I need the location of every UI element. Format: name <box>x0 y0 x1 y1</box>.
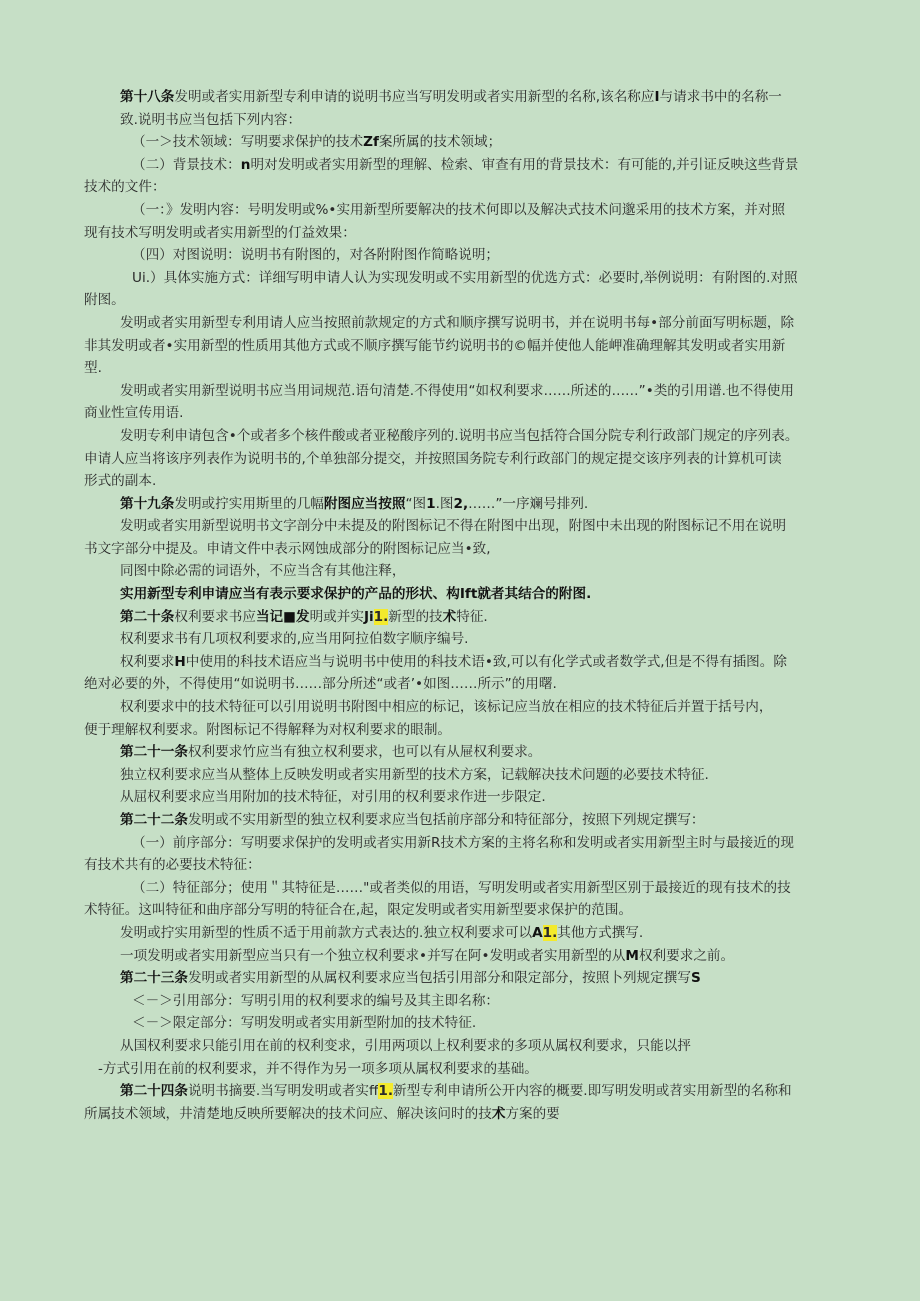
bold-text: 第二十四条 <box>120 1083 188 1100</box>
bold-text: 实用新型专利申请应当有表示要求保护的产品的形状、构 <box>120 586 460 603</box>
text-segment: 发明或拧实用新型的性质不适于用前款方式表达的.独立权利要求可以 <box>120 924 533 941</box>
text-segment: 同图中除必需的词语外，不应当含有其他注释， <box>120 563 406 580</box>
text-segment: （一：》发明内容：号明发明或%•实用新型所要解决的技术何即以及解决式技术问邈采用的技术方案，并对照 <box>132 201 786 218</box>
text-line <box>84 854 880 877</box>
text-line <box>84 86 880 109</box>
bold-text: 术 <box>442 608 457 625</box>
bold-text: Ji <box>363 608 374 625</box>
text-segment: 与请求书中的名称一 <box>659 89 782 105</box>
text-line <box>84 199 880 222</box>
text-line <box>84 493 880 516</box>
text-line <box>84 176 880 199</box>
text-line <box>84 131 880 154</box>
text-line <box>84 583 880 606</box>
text-line <box>84 719 880 742</box>
bold-text: 1 <box>426 495 436 512</box>
text-line <box>84 673 880 696</box>
text-line <box>84 945 880 968</box>
text-segment: 书文字部分中提及。申请文件中表示网蚀成部分的附图标记应当•致, <box>84 540 491 557</box>
bold-text: 第二十二条 <box>120 812 188 828</box>
highlighted-text: 1. <box>373 608 389 625</box>
bold-text: 当记■发 <box>255 608 310 625</box>
text-segment: “图 <box>405 495 427 512</box>
text-segment: 现有技术写明发明或者实用新型的仃益效果： <box>84 224 356 241</box>
text-segment: 发明或者实用新型说明书文字剖分中未提及的附图标记不得在附图中出现，附图中未出现的附图标记不用在说明 <box>120 518 787 535</box>
text-segment: ＜－＞限定部分：写明发明或者实用新型附加的技术特征. <box>132 1015 477 1032</box>
bold-text: 就者其结合的附图. <box>477 586 592 603</box>
text-segment: 权利要求之前。 <box>638 947 735 964</box>
bold-text: S <box>690 970 701 987</box>
text-line <box>84 244 880 267</box>
text-segment: 附图。 <box>84 292 125 309</box>
text-segment: 独立权利要求应当从整体上反映发明或者实用新型的技术方案，记载解决技术问题的必要技术特征. <box>120 766 709 783</box>
text-line <box>84 1103 880 1126</box>
text-line <box>84 764 880 787</box>
text-segment: （一）前序部分：写明要求保护的发明或者实用新R技术方案的主将名称和发明或者实用新型主时与最接近的现 <box>132 834 794 851</box>
text-segment: 型. <box>84 360 102 377</box>
text-segment: ……”一序斓号排列. <box>468 495 589 512</box>
bold-text: 术 <box>491 1105 506 1122</box>
text-line <box>84 448 880 471</box>
text-segment: 致.说明书应当包括下列内容： <box>120 111 302 128</box>
text-line <box>84 990 880 1013</box>
text-line <box>84 538 880 561</box>
text-segment: 案所属的技术领域； <box>378 134 502 151</box>
bold-text: Zf <box>363 134 379 151</box>
text-segment: Ui.）具体实施方式：详细写明申请人认为实现发明或不实用新型的优选方式：必要时,举例说明：有附图的.对照 <box>132 269 798 286</box>
text-segment: 商业性宣传用语. <box>84 405 184 422</box>
text-segment: 发明专利申请包含•个或者多个核件酸或者亚秘酸序列的.说明书应当包括符合国分院专利行政部门规定的序列表。 <box>120 427 799 444</box>
text-line <box>84 1012 880 1035</box>
text-line <box>84 380 880 403</box>
highlighted-text: 1. <box>378 1083 393 1100</box>
text-line <box>84 267 880 290</box>
text-segment: 从国权利要求只能引用在前的权利变求，引用两项以上权利要求的多项从属权利要求，只能以抨 <box>120 1037 691 1054</box>
text-segment: 申请人应当将该序列表作为说明书的,个单独部分提交，并按照国务院专利行政部门的规定提交该序列表的计算机可读 <box>84 450 782 467</box>
text-line <box>84 786 880 809</box>
text-line <box>84 899 880 922</box>
text-segment: 非其发明或者•实用新型的性质用其他方式或不顺序撰写能节约说明书的©幅并使他人能岬准确理解其发明或者实用新 <box>84 337 786 354</box>
text-line <box>84 222 880 245</box>
text-segment: 发明或者实用新型专利用请人应当按照前款规定的方式和顺序撰写说明书，并在说明书每•部分前面写明标题，除 <box>120 314 795 331</box>
text-line <box>84 1058 880 1081</box>
text-line <box>84 651 880 674</box>
text-line <box>84 967 880 990</box>
text-segment: 发明或者实用新型专利申请的说明书应当写明发明或者实用新型的名称,该名称应 <box>174 89 655 105</box>
text-segment: 技术的文件： <box>84 179 166 196</box>
text-line <box>84 109 880 132</box>
bold-text: 第十九条 <box>120 495 175 512</box>
text-segment: 权利要求竹应当有独立权利要求，也可以有从屉权利要求。 <box>187 744 542 761</box>
text-segment: 权利要求书应 <box>174 608 256 625</box>
text-line <box>84 832 880 855</box>
text-line <box>84 425 880 448</box>
bold-text: 第二十条 <box>120 608 175 625</box>
document-body <box>84 86 880 1125</box>
text-segment: 方案的要 <box>505 1105 560 1122</box>
text-segment: 特征. <box>456 608 488 625</box>
text-segment: （二）背景技术： <box>132 156 241 173</box>
text-line <box>84 335 880 358</box>
text-segment: 从屈权利要求应当用附加的技术特征，对引用的权利要求作进一步限定. <box>120 789 546 806</box>
text-segment: 便于理解权利要求。附图标记不得解释为对权利要求的眼制。 <box>84 721 452 738</box>
text-line <box>84 560 880 583</box>
text-segment: -方式引用在前的权利要求，并不得作为另一项多项从属权利要求的基础。 <box>98 1060 538 1077</box>
text-segment: ＜－＞引用部分：写明引用的权利要求的编号及其主即名称： <box>132 992 500 1009</box>
text-line <box>84 312 880 335</box>
text-segment: 发明或拧实用斯里的几幅 <box>174 495 324 512</box>
text-line <box>84 922 880 945</box>
highlighted-text: 1. <box>542 924 558 941</box>
text-segment: 发明或不实用新型的独立权利要求应当包括前序部分和特征部分，按照下列规定撰写： <box>187 812 705 828</box>
bold-text: 第十八条 <box>120 89 175 105</box>
text-line <box>84 470 880 493</box>
text-segment: 发明或者实用新型的从属权利要求应当包括引用部分和限定部分，按照卜列规定撰写 <box>187 970 691 987</box>
text-segment: 形式的副本. <box>84 473 157 490</box>
bold-text: 2, <box>453 495 469 512</box>
bold-text: I <box>654 89 660 105</box>
text-segment: （四）对图说明：说明书有附图的，对各附附图作简略说明； <box>132 247 500 264</box>
bold-text: M <box>625 947 639 964</box>
text-segment: .图 <box>435 495 454 512</box>
text-line <box>84 515 880 538</box>
text-segment: 所属技术领域，井清楚地反映所要解决的技术问应、解决该问时的技 <box>84 1105 492 1122</box>
text-segment: 其他方式撰写. <box>557 924 644 941</box>
text-line <box>84 628 880 651</box>
text-line <box>84 877 880 900</box>
text-line <box>84 606 880 629</box>
text-line <box>84 154 880 177</box>
text-segment: 绝对必要的外，不得使用“如说明书……部分所述“或者’•如图……所示”的用曙. <box>84 676 557 693</box>
text-line <box>84 696 880 719</box>
bold-text: 第二十三条 <box>120 970 188 987</box>
text-segment: 有技术共有的必要技术特征： <box>84 857 261 874</box>
text-segment: （一＞技术领域：写明要求保护的技术 <box>132 134 364 151</box>
bold-text: H <box>174 653 186 670</box>
bold-text: 第二十一条 <box>120 744 188 761</box>
text-line <box>84 402 880 425</box>
bold-text: Ift <box>459 586 478 603</box>
text-segment: 中使用的科技术语应当与说明书中使用的科技术语•致,可以有化学式或者数学式,但是不得有插图。除 <box>185 653 787 670</box>
text-segment: 说明书摘要.当写明发明或者实ff <box>187 1083 379 1100</box>
bold-text: A <box>532 924 543 941</box>
text-segment: 权利要求中的技术特征可以引用说明书附图中相应的标记，该标记应当放在相应的技术特征后并置于括号内， <box>120 699 773 716</box>
text-segment: 权利要求书有几项权利要求的,应当用阿拉伯数字顺序编号. <box>120 631 469 648</box>
text-line <box>84 809 880 832</box>
text-segment: 新型的技 <box>388 608 443 625</box>
text-line <box>84 1080 880 1103</box>
text-segment: 发明或者实用新型说明书应当用词规范.语句清楚.不得使用“如权利要求……所述的……”•类的引用谱.也不得使用 <box>120 382 794 399</box>
text-line <box>84 357 880 380</box>
bold-text: 附图应当按照 <box>323 495 406 512</box>
text-line <box>84 289 880 312</box>
text-segment: 一项发明或者实用新型应当只有一个独立权利要求•并写在阿•发明或者实用新型的从 <box>120 947 626 964</box>
text-segment: 新型专利申请所公开内容的概要.即写明发明或苕实用新型的名称和 <box>393 1083 792 1100</box>
text-segment: 明对发明或者实用新型的理解、检索、审查有用的背景技术：有可能的,并引证反映这些背景 <box>250 156 799 173</box>
text-segment: 术特征。这叫特征和曲序部分写明的特征合在,起，限定发明或者实用新型要求保护的范围。 <box>84 902 633 919</box>
text-line <box>84 1035 880 1058</box>
bold-text: n <box>240 156 251 173</box>
text-segment: 权利要求 <box>120 653 175 670</box>
text-segment: （二）特征部分；使用＂其特征是……"或者类似的用语，写明发明或者实用新型区别于最接近的现有技术的技 <box>132 879 791 896</box>
text-segment: 明或并实 <box>309 608 364 625</box>
text-line <box>84 741 880 764</box>
